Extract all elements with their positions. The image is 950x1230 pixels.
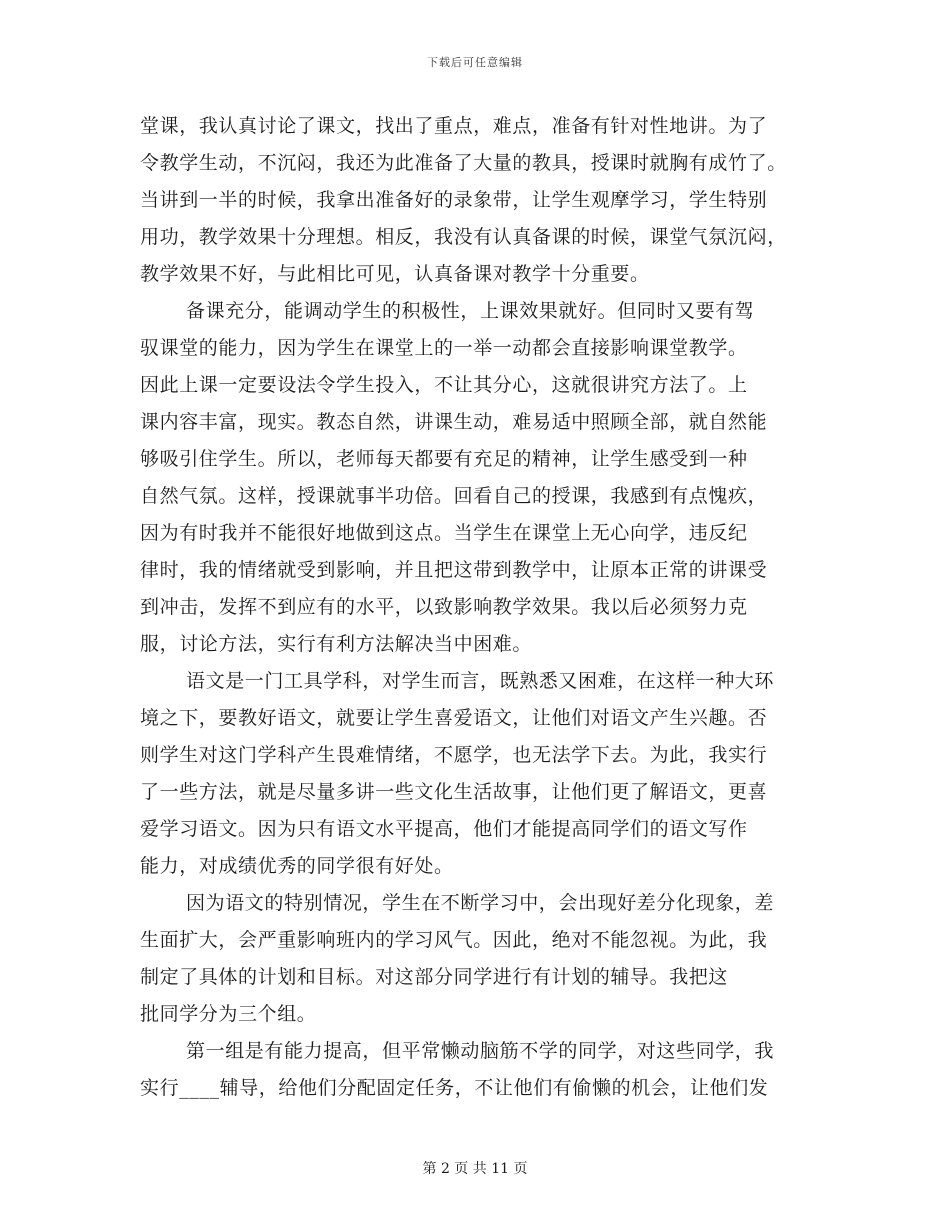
text-line: 律时，我的情绪就受到影响，并且把这带到教学中，让原本正常的讲课受 bbox=[140, 559, 768, 581]
text-line: 第一组是有能力提高，但平常懒动脑筋不学的同学，对这些同学，我 bbox=[186, 1040, 775, 1062]
text-line: 因此上课一定要设法令学生投入，不让其分心，这就很讲究方法了。上 bbox=[140, 374, 748, 396]
text-line: 课内容丰富，现实。教态自然，讲课生动，难易适中照顾全部，就自然能 bbox=[140, 411, 768, 433]
text-line: 则学生对这门学科产生畏难情绪，不愿学，也无法学下去。为此，我实行 bbox=[140, 744, 768, 766]
text-line: 当讲到一半的时候，我拿出准备好的录象带，让学生观摩学习，学生特别 bbox=[140, 189, 768, 211]
text-line: 语文是一门工具学科，对学生而言，既熟悉又困难，在这样一种大环 bbox=[186, 670, 775, 692]
text-line: 自然气氛。这样，授课就事半功倍。回看自己的授课，我感到有点愧疚， bbox=[140, 485, 768, 507]
paragraph-5 bbox=[140, 1033, 820, 1107]
text-line: 爱学习语文。因为只有语文水平提高，他们才能提高同学们的语文写作 bbox=[140, 818, 748, 840]
page-header: 下载后可任意编辑 bbox=[427, 56, 523, 69]
text-line: 令教学生动，不沉闷，我还为此准备了大量的教具，授课时就胸有成竹了。 bbox=[140, 152, 787, 174]
text-line: 能力，对成绩优秀的同学很有好处。 bbox=[140, 855, 454, 877]
text-line: 实行____辅导，给他们分配固定任务，不让他们有偷懒的机会，让他们发 bbox=[140, 1077, 769, 1099]
text-line: 批同学分为三个组。 bbox=[140, 1003, 317, 1025]
text-line: 用功，教学效果十分理想。相反，我没有认真备课的时候，课堂气氛沉闷， bbox=[140, 226, 787, 248]
paragraph-4 bbox=[140, 885, 820, 1033]
text-line: 堂课，我认真讨论了课文，找出了重点，难点，准备有针对性地讲。为了 bbox=[140, 115, 768, 137]
text-line: 够吸引住学生。所以，老师每天都要有充足的精神，让学生感受到一种 bbox=[140, 448, 748, 470]
paragraph-1 bbox=[140, 108, 820, 293]
text-line: 因为有时我并不能很好地做到这点。当学生在课堂上无心向学，违反纪 bbox=[140, 522, 748, 544]
text-line: 生面扩大，会严重影响班内的学习风气。因此，绝对不能忽视。为此，我 bbox=[140, 929, 768, 951]
text-line: 境之下，要教好语文，就要让学生喜爱语文，让他们对语文产生兴趣。否 bbox=[140, 707, 768, 729]
text-line: 了一些方法，就是尽量多讲一些文化生活故事，让他们更了解语文，更喜 bbox=[140, 781, 768, 803]
text-line: 驭课堂的能力，因为学生在课堂上的一举一动都会直接影响课堂教学。 bbox=[140, 337, 748, 359]
text-line: 教学效果不好，与此相比可见，认真备课对教学十分重要。 bbox=[140, 263, 650, 285]
page-number: 第 2 页 共 11 页 bbox=[422, 1161, 528, 1177]
text-line: 备课充分，能调动学生的积极性，上课效果就好。但同时又要有驾 bbox=[186, 300, 755, 322]
paragraph-3 bbox=[140, 663, 820, 885]
text-line: 因为语文的特别情况，学生在不断学习中，会出现好差分化现象，差 bbox=[186, 892, 775, 914]
text-line: 制定了具体的计划和目标。对这部分同学进行有计划的辅导。我把这 bbox=[140, 966, 729, 988]
text-line: 到冲击，发挥不到应有的水平，以致影响教学效果。我以后必须努力克 bbox=[140, 596, 748, 618]
text-line: 服，讨论方法，实行有利方法解决当中困难。 bbox=[140, 633, 533, 655]
document-body bbox=[140, 108, 820, 1107]
paragraph-2 bbox=[140, 293, 820, 663]
